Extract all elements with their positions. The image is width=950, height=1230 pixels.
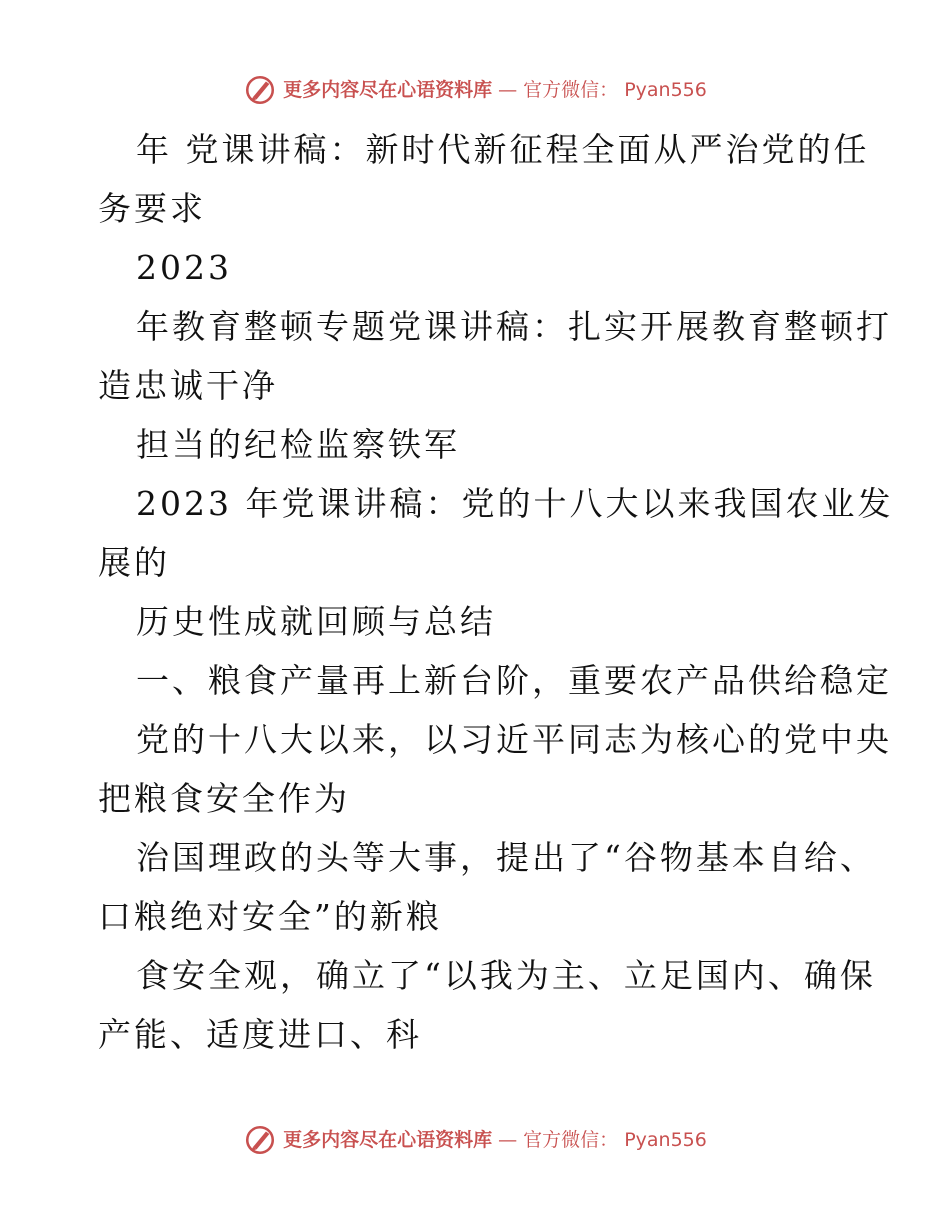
body-line-12: 把粮食安全作为: [98, 779, 350, 818]
brand-logo-icon: [243, 1123, 277, 1157]
body-line-6: 担当的纪检监察铁军: [136, 425, 460, 464]
footer-brand-text: 更多内容尽在心语资料库: [283, 1128, 493, 1151]
body-line-13: 治国理政的头等大事，提出了“谷物基本自给、: [136, 838, 876, 877]
body-line-11: 党的十八大以来，以习近平同志为核心的党中央: [136, 720, 892, 759]
header-separator: —: [498, 78, 518, 101]
body-line-4: 年教育整顿专题党课讲稿：扎实开展教育整顿打: [136, 307, 892, 346]
footer-watermark: [0, 1120, 950, 1160]
footer-wechat-id: Pyan556: [624, 1128, 707, 1151]
header-wechat-id: Pyan556: [624, 78, 707, 101]
body-line-9: 历史性成就回顾与总结: [136, 602, 496, 641]
body-line-16: 产能、适度进口、科: [98, 1015, 422, 1054]
footer-separator: —: [498, 1128, 518, 1151]
body-line-15: 食安全观，确立了“以我为主、立足国内、确保: [136, 956, 876, 995]
body-line-2: 务要求: [98, 189, 206, 228]
body-line-10: 一、粮食产量再上新台阶，重要农产品供给稳定: [136, 661, 892, 700]
body-line-3: 2023: [136, 248, 232, 287]
header-wechat-label: 官方微信：: [523, 78, 619, 101]
body-line-7: 2023 年党课讲稿：党的十八大以来我国农业发: [136, 484, 894, 523]
document-body: [98, 120, 894, 1064]
footer-wechat-label: 官方微信：: [523, 1128, 619, 1151]
header-brand-text: 更多内容尽在心语资料库: [283, 78, 493, 101]
body-line-1: 年 党课讲稿：新时代新征程全面从严治党的任: [136, 130, 870, 169]
body-line-8: 展的: [98, 543, 170, 582]
body-line-14: 口粮绝对安全”的新粮: [98, 897, 442, 936]
brand-logo-icon: [243, 73, 277, 107]
header-watermark: [0, 70, 950, 110]
body-line-5: 造忠诚干净: [98, 366, 278, 405]
